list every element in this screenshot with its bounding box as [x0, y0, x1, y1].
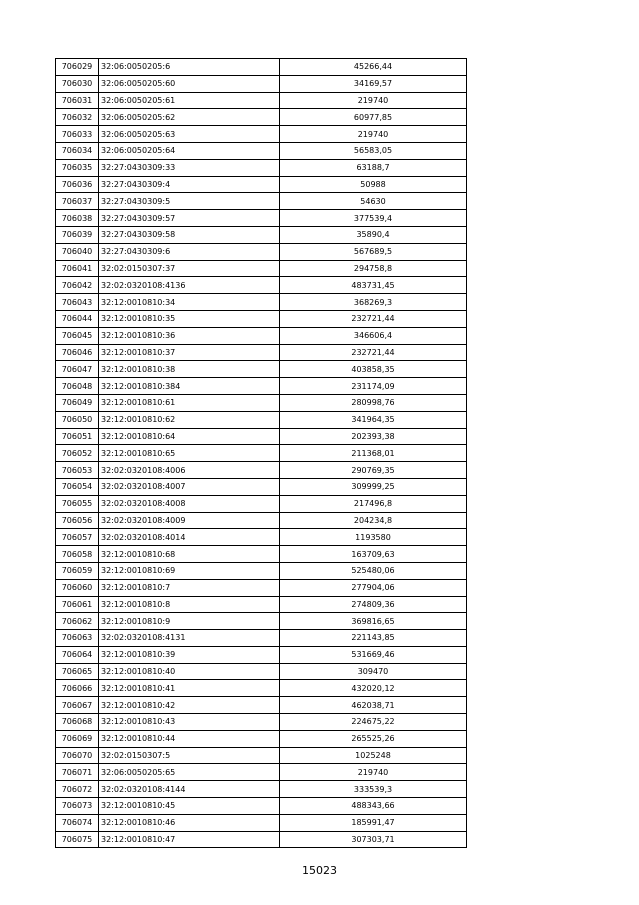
table-row [56, 630, 467, 647]
table-row [56, 159, 467, 176]
row-id-cell: 706062 [56, 613, 99, 630]
table-row [56, 59, 467, 76]
value-cell: 219740 [280, 764, 467, 781]
value-cell: 309470 [280, 663, 467, 680]
table-row [56, 680, 467, 697]
value-cell: 1193580 [280, 529, 467, 546]
table-row [56, 176, 467, 193]
row-id-cell: 706052 [56, 445, 99, 462]
row-id-cell: 706042 [56, 277, 99, 294]
row-id-cell: 706070 [56, 747, 99, 764]
row-id-cell: 706075 [56, 831, 99, 848]
cadastral-number-cell: 32:06:0050205:61 [99, 92, 280, 109]
row-id-cell: 706069 [56, 730, 99, 747]
table-row [56, 344, 467, 361]
cadastral-number-cell: 32:06:0050205:65 [99, 764, 280, 781]
table-row [56, 361, 467, 378]
cadastral-number-cell: 32:06:0050205:6 [99, 59, 280, 76]
cadastral-number-cell: 32:06:0050205:62 [99, 109, 280, 126]
value-cell: 219740 [280, 126, 467, 143]
cadastral-number-cell: 32:12:0010810:42 [99, 697, 280, 714]
cadastral-number-cell: 32:27:0430309:5 [99, 193, 280, 210]
table-row [56, 478, 467, 495]
cadastral-number-cell: 32:02:0320108:4006 [99, 462, 280, 479]
row-id-cell: 706059 [56, 562, 99, 579]
row-id-cell: 706033 [56, 126, 99, 143]
cadastral-number-cell: 32:12:0010810:35 [99, 310, 280, 327]
cadastral-number-cell: 32:27:0430309:58 [99, 226, 280, 243]
row-id-cell: 706049 [56, 394, 99, 411]
row-id-cell: 706047 [56, 361, 99, 378]
value-cell: 377539,4 [280, 210, 467, 227]
table-row [56, 646, 467, 663]
row-id-cell: 706039 [56, 226, 99, 243]
value-cell: 232721,44 [280, 344, 467, 361]
cadastral-number-cell: 32:12:0010810:36 [99, 327, 280, 344]
value-cell: 462038,71 [280, 697, 467, 714]
cadastral-number-cell: 32:12:0010810:64 [99, 428, 280, 445]
table-row [56, 378, 467, 395]
table-row [56, 193, 467, 210]
table-row [56, 327, 467, 344]
cadastral-number-cell: 32:12:0010810:43 [99, 714, 280, 731]
table-row [56, 75, 467, 92]
table-row [56, 781, 467, 798]
value-cell: 274809,36 [280, 596, 467, 613]
row-id-cell: 706053 [56, 462, 99, 479]
table-row [56, 562, 467, 579]
cadastral-number-cell: 32:12:0010810:41 [99, 680, 280, 697]
cadastral-number-cell: 32:12:0010810:45 [99, 798, 280, 815]
row-id-cell: 706029 [56, 59, 99, 76]
table-row [56, 260, 467, 277]
table-row [56, 697, 467, 714]
table-row [56, 226, 467, 243]
value-cell: 483731,45 [280, 277, 467, 294]
value-cell: 333539,3 [280, 781, 467, 798]
row-id-cell: 706045 [56, 327, 99, 344]
cadastral-number-cell: 32:12:0010810:38 [99, 361, 280, 378]
cadastral-number-cell: 32:12:0010810:384 [99, 378, 280, 395]
table-body [56, 59, 467, 848]
value-cell: 346606,4 [280, 327, 467, 344]
table-row [56, 764, 467, 781]
value-cell: 34169,57 [280, 75, 467, 92]
cadastral-number-cell: 32:12:0010810:61 [99, 394, 280, 411]
cadastral-number-cell: 32:27:0430309:57 [99, 210, 280, 227]
value-cell: 185991,47 [280, 814, 467, 831]
value-cell: 531669,46 [280, 646, 467, 663]
table-row [56, 546, 467, 563]
table-row [56, 730, 467, 747]
cadastral-number-cell: 32:12:0010810:68 [99, 546, 280, 563]
cadastral-number-cell: 32:12:0010810:9 [99, 613, 280, 630]
row-id-cell: 706057 [56, 529, 99, 546]
cadastral-number-cell: 32:12:0010810:65 [99, 445, 280, 462]
value-cell: 217496,8 [280, 495, 467, 512]
table-row [56, 126, 467, 143]
table-row [56, 394, 467, 411]
row-id-cell: 706038 [56, 210, 99, 227]
value-cell: 307303,71 [280, 831, 467, 848]
row-id-cell: 706030 [56, 75, 99, 92]
value-cell: 290769,35 [280, 462, 467, 479]
table-row [56, 529, 467, 546]
cadastral-number-cell: 32:02:0320108:4136 [99, 277, 280, 294]
table-row [56, 596, 467, 613]
value-cell: 60977,85 [280, 109, 467, 126]
row-id-cell: 706072 [56, 781, 99, 798]
table-row [56, 92, 467, 109]
cadastral-number-cell: 32:27:0430309:4 [99, 176, 280, 193]
row-id-cell: 706064 [56, 646, 99, 663]
value-cell: 221143,85 [280, 630, 467, 647]
value-cell: 432020,12 [280, 680, 467, 697]
table-row [56, 294, 467, 311]
row-id-cell: 706066 [56, 680, 99, 697]
cadastral-number-cell: 32:12:0010810:46 [99, 814, 280, 831]
row-id-cell: 706046 [56, 344, 99, 361]
cadastral-number-cell: 32:12:0010810:7 [99, 579, 280, 596]
row-id-cell: 706032 [56, 109, 99, 126]
value-cell: 403858,35 [280, 361, 467, 378]
cadastral-number-cell: 32:27:0430309:33 [99, 159, 280, 176]
value-cell: 219740 [280, 92, 467, 109]
value-cell: 280998,76 [280, 394, 467, 411]
value-cell: 211368,01 [280, 445, 467, 462]
cadastral-number-cell: 32:02:0320108:4014 [99, 529, 280, 546]
cadastral-number-cell: 32:12:0010810:34 [99, 294, 280, 311]
cadastral-number-cell: 32:02:0150307:37 [99, 260, 280, 277]
cadastral-number-cell: 32:06:0050205:63 [99, 126, 280, 143]
value-cell: 567689,5 [280, 243, 467, 260]
table-row [56, 831, 467, 848]
table-row [56, 462, 467, 479]
table-row [56, 495, 467, 512]
value-cell: 50988 [280, 176, 467, 193]
cadastral-number-cell: 32:06:0050205:60 [99, 75, 280, 92]
value-cell: 202393,38 [280, 428, 467, 445]
cadastral-number-cell: 32:02:0320108:4007 [99, 478, 280, 495]
cadastral-number-cell: 32:12:0010810:40 [99, 663, 280, 680]
table-row [56, 109, 467, 126]
value-cell: 54630 [280, 193, 467, 210]
table-row [56, 210, 467, 227]
value-cell: 224675,22 [280, 714, 467, 731]
table-row [56, 814, 467, 831]
row-id-cell: 706041 [56, 260, 99, 277]
table-row [56, 714, 467, 731]
value-cell: 231174,09 [280, 378, 467, 395]
cadastral-number-cell: 32:12:0010810:44 [99, 730, 280, 747]
value-cell: 1025248 [280, 747, 467, 764]
value-cell: 341964,35 [280, 411, 467, 428]
table-row [56, 310, 467, 327]
cadastral-number-cell: 32:12:0010810:47 [99, 831, 280, 848]
row-id-cell: 706035 [56, 159, 99, 176]
table-row [56, 411, 467, 428]
value-cell: 368269,3 [280, 294, 467, 311]
page-number: 15023 [302, 864, 337, 877]
row-id-cell: 706063 [56, 630, 99, 647]
cadastral-number-cell: 32:02:0320108:4009 [99, 512, 280, 529]
value-cell: 56583,05 [280, 142, 467, 159]
value-cell: 45266,44 [280, 59, 467, 76]
row-id-cell: 706073 [56, 798, 99, 815]
table-row [56, 445, 467, 462]
cadastral-number-cell: 32:12:0010810:37 [99, 344, 280, 361]
cadastral-number-cell: 32:12:0010810:39 [99, 646, 280, 663]
cadastral-number-cell: 32:02:0320108:4008 [99, 495, 280, 512]
cadastral-number-cell: 32:02:0320108:4144 [99, 781, 280, 798]
row-id-cell: 706065 [56, 663, 99, 680]
value-cell: 63188,7 [280, 159, 467, 176]
row-id-cell: 706051 [56, 428, 99, 445]
row-id-cell: 706040 [56, 243, 99, 260]
value-cell: 488343,66 [280, 798, 467, 815]
table-row [56, 663, 467, 680]
value-cell: 294758,8 [280, 260, 467, 277]
table-row [56, 277, 467, 294]
value-cell: 204234,8 [280, 512, 467, 529]
row-id-cell: 706061 [56, 596, 99, 613]
cadastral-number-cell: 32:12:0010810:69 [99, 562, 280, 579]
row-id-cell: 706031 [56, 92, 99, 109]
table-row [56, 428, 467, 445]
row-id-cell: 706037 [56, 193, 99, 210]
value-cell: 369816,65 [280, 613, 467, 630]
row-id-cell: 706056 [56, 512, 99, 529]
row-id-cell: 706050 [56, 411, 99, 428]
cadastral-number-cell: 32:12:0010810:8 [99, 596, 280, 613]
row-id-cell: 706060 [56, 579, 99, 596]
row-id-cell: 706071 [56, 764, 99, 781]
table-row [56, 243, 467, 260]
table-row [56, 798, 467, 815]
row-id-cell: 706068 [56, 714, 99, 731]
table-row [56, 747, 467, 764]
row-id-cell: 706044 [56, 310, 99, 327]
value-cell: 309999,25 [280, 478, 467, 495]
row-id-cell: 706067 [56, 697, 99, 714]
cadastral-number-cell: 32:06:0050205:64 [99, 142, 280, 159]
value-cell: 35890,4 [280, 226, 467, 243]
row-id-cell: 706034 [56, 142, 99, 159]
table-row [56, 579, 467, 596]
cadastral-number-cell: 32:02:0150307:5 [99, 747, 280, 764]
row-id-cell: 706054 [56, 478, 99, 495]
cadastral-number-cell: 32:12:0010810:62 [99, 411, 280, 428]
row-id-cell: 706074 [56, 814, 99, 831]
row-id-cell: 706058 [56, 546, 99, 563]
row-id-cell: 706043 [56, 294, 99, 311]
value-cell: 163709,63 [280, 546, 467, 563]
cadastral-number-cell: 32:02:0320108:4131 [99, 630, 280, 647]
row-id-cell: 706036 [56, 176, 99, 193]
table-row [56, 512, 467, 529]
table-row [56, 142, 467, 159]
value-cell: 265525,26 [280, 730, 467, 747]
value-cell: 525480,06 [280, 562, 467, 579]
data-table [55, 58, 467, 848]
value-cell: 277904,06 [280, 579, 467, 596]
row-id-cell: 706048 [56, 378, 99, 395]
table-row [56, 613, 467, 630]
value-cell: 232721,44 [280, 310, 467, 327]
cadastral-number-cell: 32:27:0430309:6 [99, 243, 280, 260]
row-id-cell: 706055 [56, 495, 99, 512]
